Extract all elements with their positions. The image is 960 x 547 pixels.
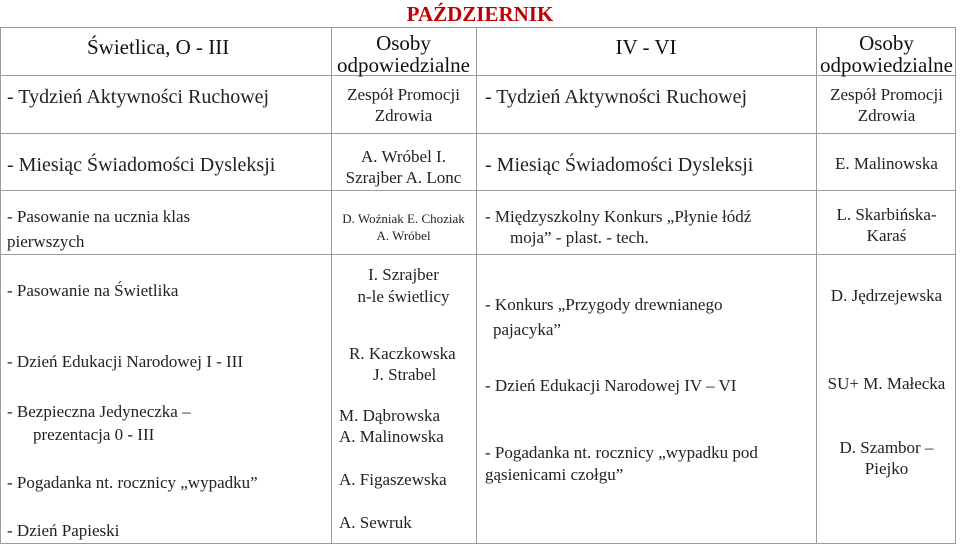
right-responsible: D. Jędrzejewska — [830, 286, 943, 305]
left-responsible-header-line1: Osoby — [376, 31, 431, 55]
row-divider — [1, 133, 955, 134]
left-section-header: Świetlica, O - III — [87, 35, 230, 59]
left-responsible: A. Wróbel I. — [361, 147, 446, 166]
right-responsible: Karaś — [866, 226, 907, 245]
left-responsible: Zespół Promocji — [347, 85, 460, 104]
schedule-table — [0, 27, 956, 544]
right-responsible: Zdrowia — [857, 106, 916, 125]
left-event: - Dzień Edukacji Narodowej I - III — [7, 352, 244, 371]
left-event: pierwszych — [7, 232, 85, 251]
left-responsible: Zdrowia — [374, 106, 433, 125]
left-event: - Miesiąc Świadomości Dysleksji — [7, 154, 276, 176]
left-event: - Pogadanka nt. rocznicy „wypadku” — [7, 473, 258, 492]
left-responsible: M. Dąbrowska — [339, 406, 441, 425]
right-event: - Międzyszkolny Konkurs „Płynie łódź — [485, 207, 752, 226]
right-responsible: Piejko — [864, 459, 909, 478]
left-responsible: A. Wróbel — [376, 228, 431, 243]
left-responsible: n-le świetlicy — [357, 287, 450, 306]
left-event: - Tydzień Aktywności Ruchowej — [7, 86, 270, 108]
right-event: - Tydzień Aktywności Ruchowej — [485, 86, 748, 108]
right-event: gąsienicami czołgu” — [485, 465, 624, 484]
right-responsible: L. Skarbińska- — [836, 205, 937, 224]
column-divider — [476, 28, 477, 543]
right-responsible: SU+ M. Małecka — [827, 374, 946, 393]
left-event: - Bezpieczna Jedyneczka – — [7, 402, 191, 421]
row-divider — [1, 75, 955, 76]
right-event: - Dzień Edukacji Narodowej IV – VI — [485, 376, 737, 395]
left-responsible: A. Figaszewska — [339, 470, 447, 489]
right-section-header: IV - VI — [615, 35, 677, 59]
left-responsible: D. Woźniak E. Choziak — [342, 211, 465, 226]
month-title: PAŹDZIERNIK — [406, 2, 554, 26]
right-event: - Pogadanka nt. rocznicy „wypadku pod — [485, 443, 758, 462]
left-responsible: A. Sewruk — [339, 513, 412, 532]
right-responsible: Zespół Promocji — [830, 85, 943, 104]
left-responsible: R. Kaczkowska — [349, 344, 456, 363]
right-responsible: D. Szambor – — [839, 438, 934, 457]
left-responsible: I. Szrajber — [368, 265, 439, 284]
right-responsible-header-line2: odpowiedzialne — [820, 53, 953, 77]
left-responsible-header-line2: odpowiedzialne — [337, 53, 470, 77]
right-responsible-header-line1: Osoby — [859, 31, 914, 55]
left-event: - Pasowanie na ucznia klas — [7, 207, 191, 226]
left-event: - Pasowanie na Świetlika — [7, 281, 179, 300]
right-event: - Konkurs „Przygody drewnianego — [485, 295, 723, 314]
right-responsible: E. Malinowska — [835, 154, 938, 173]
left-responsible: A. Malinowska — [339, 427, 444, 446]
left-event: - Dzień Papieski — [7, 521, 120, 540]
left-event: prezentacja 0 - III — [33, 425, 155, 444]
left-responsible: J. Strabel — [373, 365, 437, 384]
row-divider — [1, 190, 955, 191]
right-event: pajacyka” — [493, 320, 561, 339]
right-event: - Miesiąc Świadomości Dysleksji — [485, 154, 754, 176]
row-divider — [1, 254, 955, 255]
left-responsible: Szrajber A. Lonc — [345, 168, 462, 187]
right-event: moja” - plast. - tech. — [510, 228, 649, 247]
